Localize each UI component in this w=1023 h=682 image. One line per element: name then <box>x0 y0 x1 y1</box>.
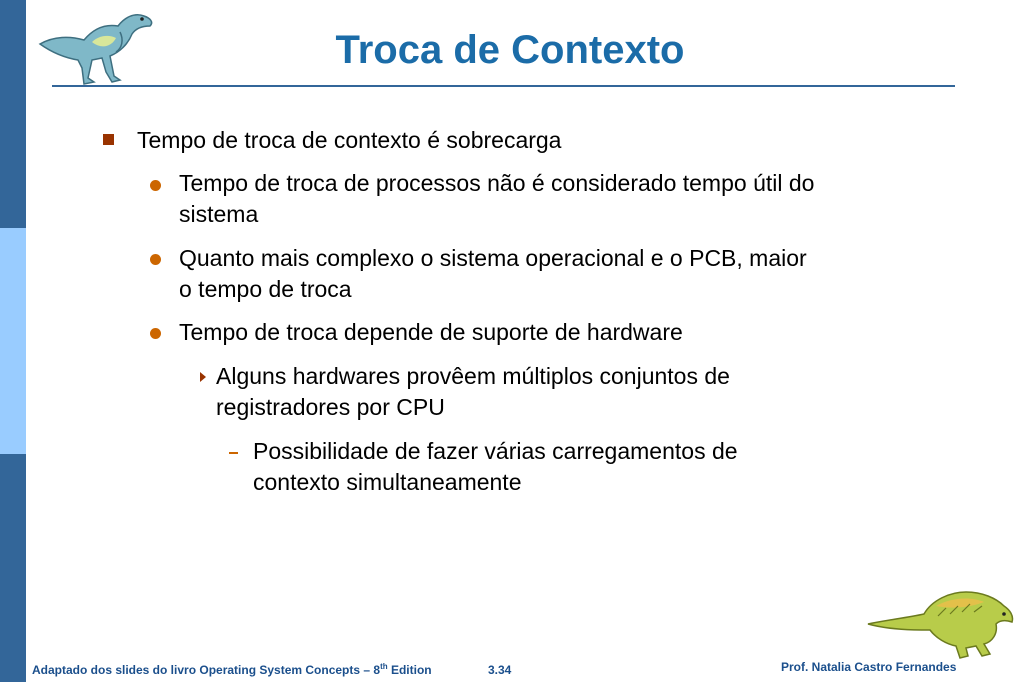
bullet-level1: Tempo de troca de contexto é sobrecarga <box>137 127 562 153</box>
slide-title: Troca de Contexto <box>335 28 685 72</box>
arrow-bullet <box>200 372 206 382</box>
footer-source-suffix: Edition <box>387 663 432 677</box>
title-divider <box>52 85 955 87</box>
dot-bullet <box>150 180 161 191</box>
footer-source-sup: th <box>380 662 388 671</box>
slide-sidebar <box>0 0 26 682</box>
page-number: 3.34 <box>488 663 512 677</box>
footer-source <box>32 662 432 677</box>
sidebar-bottom-band <box>0 454 26 682</box>
bullet-level2-line1: Tempo de troca depende de suporte de hardware <box>179 319 683 345</box>
dot-bullet <box>150 254 161 265</box>
dinosaur-icon <box>36 6 158 86</box>
bullet-level4-line1: Possibilidade de fazer várias carregamentos de <box>253 438 738 464</box>
dinosaur-icon <box>866 584 1016 660</box>
sidebar-middle-band <box>0 228 26 454</box>
bullet-level2-line2: o tempo de troca <box>179 276 352 302</box>
bullet-level3-line2: registradores por CPU <box>216 394 445 420</box>
footer-author: Prof. Natalia Castro Fernandes <box>781 660 957 674</box>
bullet-level2-line1: Quanto mais complexo o sistema operacional e o PCB, maior <box>179 245 807 271</box>
dash-bullet <box>229 452 238 454</box>
bullet-level2-line1: Tempo de troca de processos não é considerado tempo útil do <box>179 170 815 196</box>
bullet-level2-line2: sistema <box>179 201 259 227</box>
bullet-level4-line2: contexto simultaneamente <box>253 469 522 495</box>
footer-source-text: Adaptado dos slides do livro Operating System Concepts – 8 <box>32 663 381 677</box>
sidebar-top-band <box>0 0 26 228</box>
square-bullet <box>103 134 114 145</box>
bullet-level3-line1: Alguns hardwares provêem múltiplos conjuntos de <box>216 363 730 389</box>
dot-bullet <box>150 328 161 339</box>
